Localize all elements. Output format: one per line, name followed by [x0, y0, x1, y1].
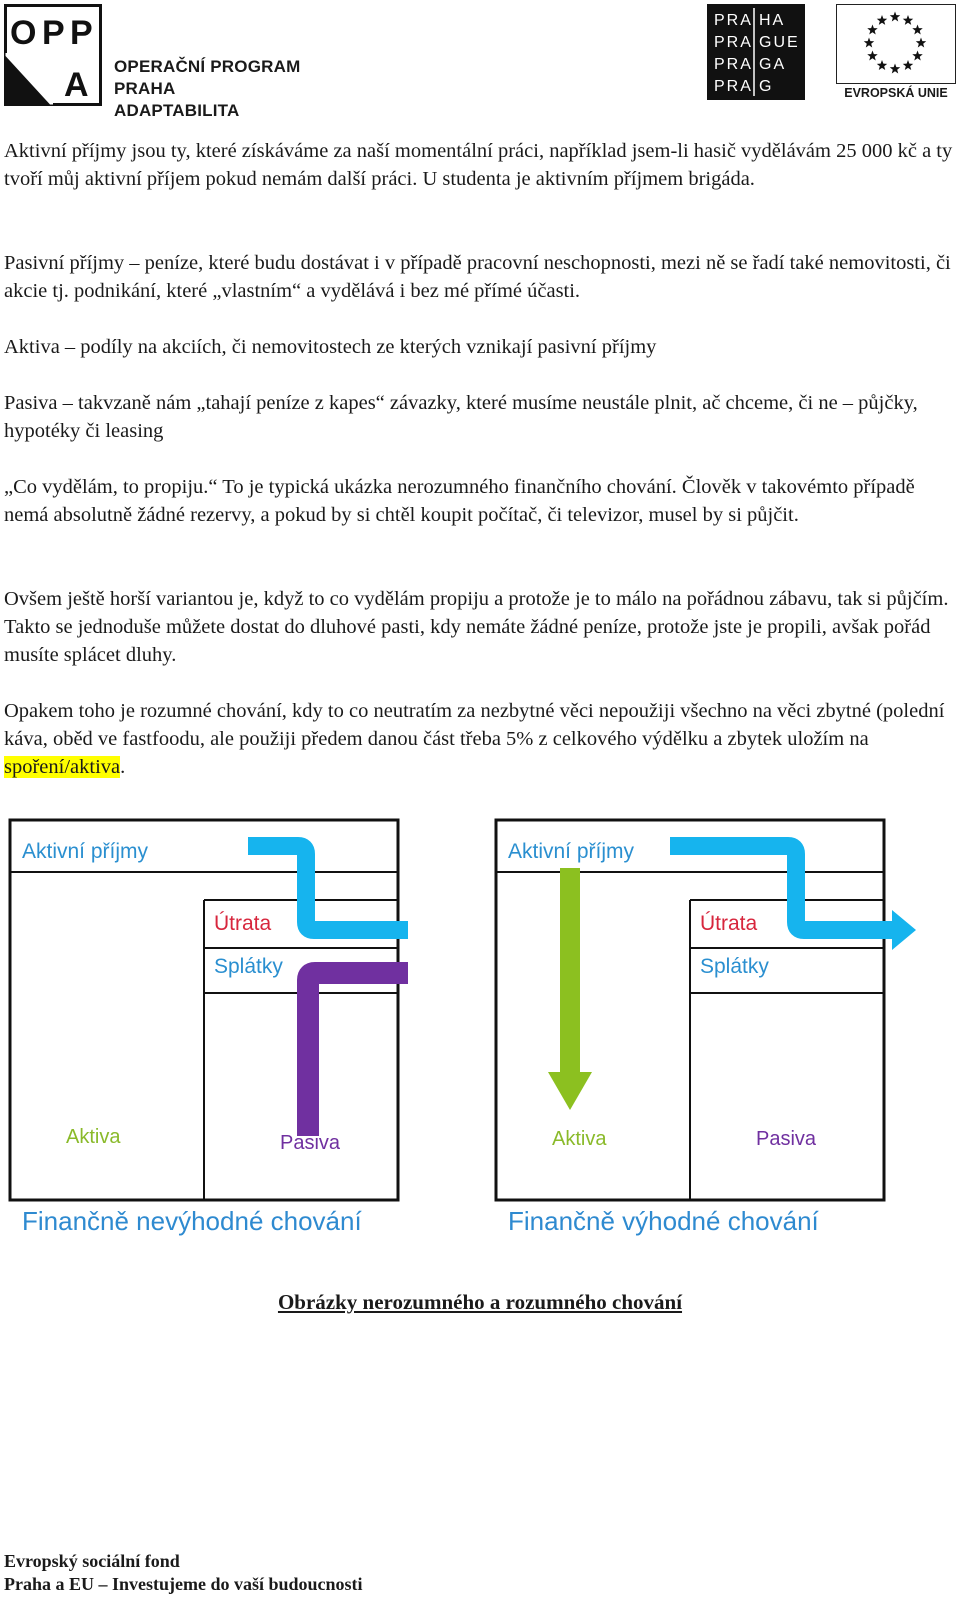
paragraph-assets: Aktiva – podíly na akciích, či nemovitostech ze kterých vznikají pasivní příjmy — [4, 336, 657, 358]
eu-star-icon — [903, 15, 913, 25]
label-assets: Aktiva — [66, 1126, 121, 1148]
eu-label: EVROPSKÁ UNIE — [844, 86, 948, 100]
label-assets: Aktiva — [552, 1128, 607, 1150]
paragraph-liabilities: Pasiva – takvzaně nám „tahají peníze z kapes“ závazky, které musíme neustále plnit, ač chceme, či ne – půjčky, hypotéky či leasing — [4, 392, 918, 442]
footer-line2: Praha a EU – Investujeme do vaší budoucnosti — [4, 1574, 363, 1594]
praha-row3-right: GA — [759, 56, 787, 73]
opp-letter-o: O — [10, 14, 37, 52]
praha-row1-left: PRA — [714, 12, 753, 29]
opp-program-line1: OPERAČNÍ PROGRAM PRAHA — [114, 57, 301, 98]
eu-star-icon — [877, 15, 887, 25]
label-active-income: Aktivní příjmy — [508, 840, 635, 863]
paragraph-passive-income: Pasivní příjmy – peníze, které budu dostávat i v případě pracovní neschopnosti, mezi ně se řadí také nemovitosti, či akcie tj. podnikání, které „vlastním“ a vydělává i bez mé přímé účasti. — [4, 252, 951, 302]
eu-star-icon — [890, 64, 900, 74]
label-liabilities: Pasiva — [280, 1132, 341, 1154]
paragraph-debt-trap: Ovšem ještě horší variantou je, když to co vydělám propiju a protože je to málo na pořádnou zábavu, tak si půjčím. Takto se jednoduše můžete dostat do dluhové pasti, kdy nemáte žádné peníze, protože jste je propili, avšak pořád musíte splácet dluhy. — [4, 588, 949, 666]
label-spending: Útrata — [214, 912, 272, 935]
opp-program-name — [114, 56, 344, 122]
eu-star-icon — [867, 51, 877, 61]
opp-logo — [4, 4, 344, 120]
footer-line1: Evropský sociální fond — [4, 1551, 180, 1571]
footer — [4, 1550, 363, 1596]
diagram-title-favorable: Finančně výhodné chování — [508, 1206, 819, 1236]
opp-letter-p2: P — [70, 14, 93, 52]
label-repayments: Splátky — [214, 955, 283, 978]
label-repayments: Splátky — [700, 955, 769, 978]
diagram-favorable — [494, 818, 894, 1263]
paragraph-drink-earnings: „Co vydělám, to propiju.“ To je typická ukázka nerozumného finančního chování. Člověk v takovémto případě nemá absolutně žádné rezervy, a pokud by si chtěl koupit počítač, či televizor, musel by si půjčit. — [4, 476, 915, 526]
opp-letter-a: A — [64, 66, 89, 104]
eu-star-icon — [912, 25, 922, 35]
praha-row4-right: G — [759, 78, 774, 95]
opp-program-line2: ADAPTABILITA — [114, 101, 240, 120]
praha-row1-right: HA — [759, 12, 786, 29]
eu-star-icon — [916, 38, 926, 48]
praha-row2-right: GUE — [759, 34, 800, 51]
eu-star-icon — [867, 25, 877, 35]
praha-row2-left: PRA — [714, 34, 753, 51]
paragraph-active-income: Aktivní příjmy jsou ty, které získáváme za naší momentální práci, například jsem-li hasič vydělávám 25 000 kč a ty tvoří můj aktivní příjem pokud nemám další práci. U studenta je aktivním příjmem brigáda. — [4, 140, 953, 190]
figure-caption: Obrázky nerozumného a rozumného chování — [277, 1290, 683, 1314]
eu-star-icon — [890, 12, 900, 22]
praha-row3-left: PRA — [714, 56, 753, 73]
paragraph-rational-behavior — [4, 697, 954, 781]
label-active-income: Aktivní příjmy — [22, 840, 149, 863]
label-liabilities: Pasiva — [756, 1128, 817, 1150]
label-spending: Útrata — [700, 912, 758, 935]
p7-text-before: Opakem toho je rozumné chování, kdy to co neutratím za nezbytné věci nepoužiji všechno na věci zbytné (polední káva, oběd ve fastfoodu, ale použiji předem danou část třeba 5% z celkového výdělku a zbytek uložím na — [4, 700, 945, 750]
eu-star-icon — [864, 38, 874, 48]
praha-row4-left: PRA — [714, 78, 753, 95]
diagram-unfavorable — [8, 818, 408, 1263]
eu-logo — [836, 4, 956, 102]
p7-text-after: . — [120, 756, 126, 778]
eu-star-icon — [903, 60, 913, 70]
eu-star-icon — [877, 60, 887, 70]
highlighted-savings: spoření/aktiva — [4, 756, 121, 778]
eu-star-icon — [912, 51, 922, 61]
opp-letter-p1: P — [42, 14, 65, 52]
opp-logo-mark — [4, 4, 102, 106]
praha-logo — [707, 4, 805, 100]
eu-flag — [836, 4, 956, 84]
eu-stars-icon — [837, 5, 954, 82]
diagram-title-unfavorable: Finančně nevýhodné chování — [22, 1206, 362, 1236]
